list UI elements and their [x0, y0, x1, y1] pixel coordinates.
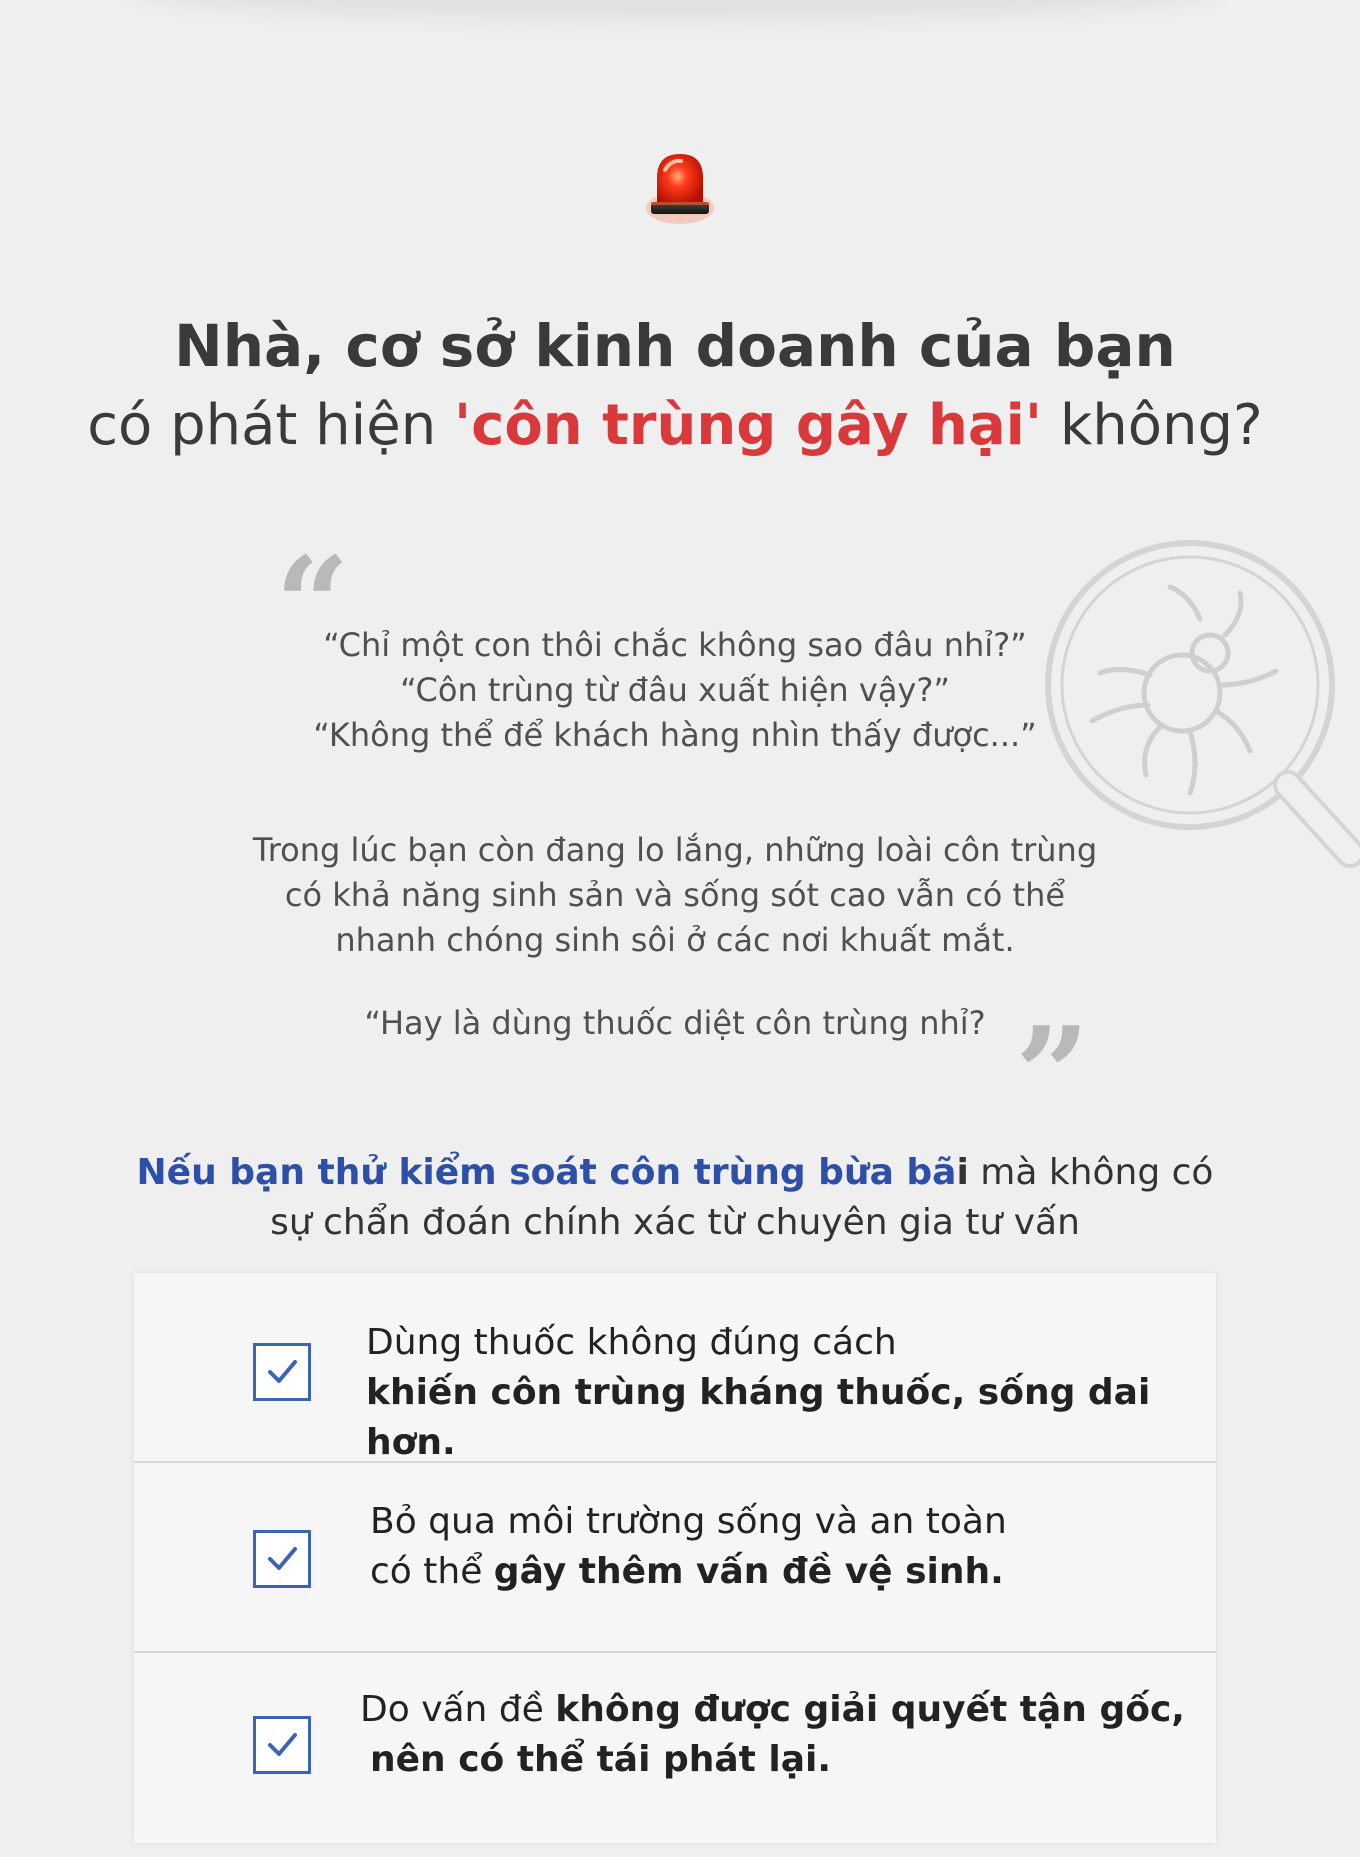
top-shadow [130, 0, 1220, 20]
headline-line-2-suffix: không? [1042, 393, 1263, 458]
checkbox-checked-icon [253, 1716, 311, 1774]
checklist-item-prefix: Do vấn đề [360, 1689, 556, 1730]
checklist-item [134, 1273, 1216, 1463]
checklist-item-bold: nên có thể tái phát lại. [370, 1739, 832, 1780]
checklist-item-line-1: Dùng thuốc không đúng cách [366, 1322, 897, 1363]
warning-emphasis: Nếu bạn thử kiểm soát côn trùng bừa bã [136, 1152, 957, 1193]
magnifier-bug-icon [1040, 535, 1360, 895]
quote-open-mark: “ [275, 528, 350, 681]
checkbox-checked-icon [253, 1530, 311, 1588]
checklist-item-line-2 [370, 1547, 1007, 1597]
checklist-card [134, 1273, 1216, 1843]
quote-line: “Chỉ một con thôi chắc không sao đâu nhỉ?” [323, 626, 1027, 664]
warning-rest: mà không có [968, 1152, 1214, 1193]
checklist-item-text [360, 1685, 1185, 1785]
checklist-item-bold: khiến côn trùng kháng thuốc, sống dai hơn. [366, 1372, 1151, 1463]
checklist-item-line-1 [360, 1685, 1185, 1735]
paragraph-line: nhanh chóng sinh sôi ở các nơi khuất mắt. [335, 921, 1015, 959]
checklist-item [134, 1653, 1216, 1843]
checklist-item-bold: không được giải quyết tận gốc, [555, 1689, 1185, 1730]
checklist-item-text [366, 1318, 1216, 1468]
headline-line-2-prefix: có phát hiện [87, 393, 454, 458]
checklist-item-prefix: có thể [370, 1551, 494, 1592]
checklist-item-line-2 [366, 1368, 1216, 1468]
checkbox-checked-icon [253, 1343, 311, 1401]
warning-line-1 [0, 1148, 1350, 1198]
warning-line-2: sự chẩn đoán chính xác từ chuyên gia tư vấn [270, 1202, 1080, 1243]
headline-accent: 'côn trùng gây hại' [453, 393, 1043, 458]
headline-line-1: Nhà, cơ sở kinh doanh của bạn [174, 312, 1176, 380]
quote-line: “Không thể để khách hàng nhìn thấy được...” [313, 716, 1037, 754]
warning-emphasis-tail: i [956, 1152, 969, 1193]
checklist-item-line-1: Bỏ qua môi trường sống và an toàn [370, 1501, 1007, 1542]
checklist-item-bold: gây thêm vấn đề vệ sinh. [493, 1551, 1004, 1592]
siren-icon [645, 148, 715, 228]
headline-line-2 [0, 393, 1350, 458]
quote-line: “Côn trùng từ đâu xuất hiện vậy?” [400, 671, 950, 709]
paragraph-line: có khả năng sinh sản và sống sót cao vẫn có thể [284, 876, 1066, 914]
checklist-item-line-2 [360, 1735, 1185, 1785]
last-quote-line: “Hay là dùng thuốc diệt côn trùng nhỉ? [364, 1004, 986, 1042]
checklist-item-text [370, 1497, 1007, 1597]
warning-text [0, 1148, 1350, 1248]
quote-close-mark: ” [1015, 998, 1090, 1151]
paragraph-line: Trong lúc bạn còn đang lo lắng, những loài côn trùng [252, 831, 1098, 869]
checklist-item [134, 1463, 1216, 1653]
